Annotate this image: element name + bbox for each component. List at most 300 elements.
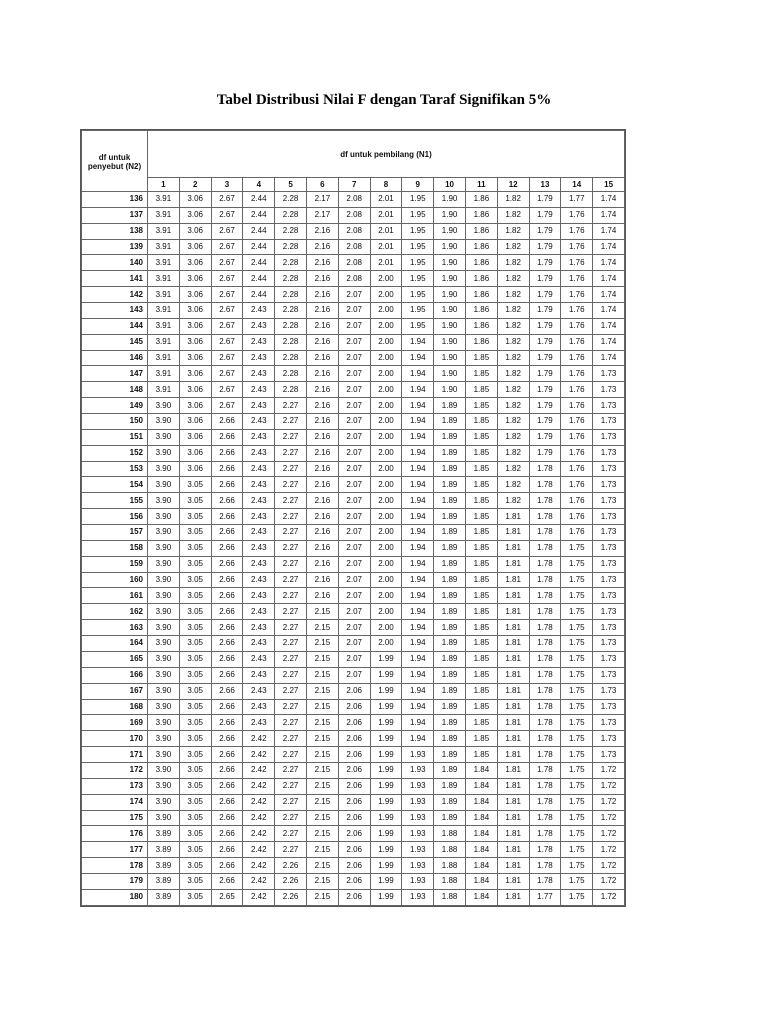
table-cell: 2.66 bbox=[211, 667, 243, 683]
table-cell: 1.94 bbox=[402, 414, 434, 430]
table-cell: 2.67 bbox=[211, 192, 243, 208]
table-cell: 2.00 bbox=[370, 366, 402, 382]
table-cell: 1.76 bbox=[561, 318, 593, 334]
table-cell: 1.86 bbox=[465, 303, 497, 319]
table-cell: 1.86 bbox=[465, 223, 497, 239]
table-cell: 2.15 bbox=[306, 794, 338, 810]
table-cell: 2.16 bbox=[306, 572, 338, 588]
table-cell: 1.94 bbox=[402, 350, 434, 366]
table-cell: 2.15 bbox=[306, 731, 338, 747]
table-cell: 2.00 bbox=[370, 588, 402, 604]
table-cell: 2.43 bbox=[243, 525, 275, 541]
table-cell: 1.89 bbox=[434, 429, 466, 445]
table-cell: 1.74 bbox=[593, 239, 625, 255]
table-row bbox=[82, 651, 625, 667]
table-cell: 2.66 bbox=[211, 747, 243, 763]
table-cell: 2.67 bbox=[211, 255, 243, 271]
table-cell: 2.06 bbox=[338, 889, 370, 905]
table-cell: 2.43 bbox=[243, 366, 275, 382]
table-cell: 2.27 bbox=[275, 604, 307, 620]
table-cell: 2.43 bbox=[243, 683, 275, 699]
table-cell: 1.78 bbox=[529, 826, 561, 842]
table-cell: 3.06 bbox=[179, 223, 211, 239]
table-cell: 2.00 bbox=[370, 303, 402, 319]
table-row bbox=[82, 366, 625, 382]
table-cell: 3.90 bbox=[148, 667, 180, 683]
table-cell: 2.27 bbox=[275, 636, 307, 652]
table-cell: 1.85 bbox=[465, 525, 497, 541]
table-cell: 2.43 bbox=[243, 334, 275, 350]
table-cell: 1.86 bbox=[465, 334, 497, 350]
table-cell: 3.90 bbox=[148, 509, 180, 525]
table-row bbox=[82, 762, 625, 778]
table-cell: 2.07 bbox=[338, 525, 370, 541]
table-cell: 2.01 bbox=[370, 223, 402, 239]
table-cell: 2.16 bbox=[306, 509, 338, 525]
table-cell: 1.81 bbox=[497, 778, 529, 794]
table-cell: 1.73 bbox=[593, 525, 625, 541]
table-cell: 2.06 bbox=[338, 699, 370, 715]
table-cell: 2.28 bbox=[275, 223, 307, 239]
table-cell: 2.07 bbox=[338, 572, 370, 588]
table-cell: 2.16 bbox=[306, 239, 338, 255]
table-cell: 1.82 bbox=[497, 318, 529, 334]
column-header: 15 bbox=[593, 178, 625, 192]
table-cell: 3.89 bbox=[148, 826, 180, 842]
table-cell: 1.88 bbox=[434, 873, 466, 889]
table-cell: 3.90 bbox=[148, 414, 180, 430]
table-cell: 1.90 bbox=[434, 382, 466, 398]
table-body bbox=[82, 192, 625, 906]
table-cell: 1.85 bbox=[465, 699, 497, 715]
table-cell: 1.79 bbox=[529, 287, 561, 303]
table-cell: 1.99 bbox=[370, 826, 402, 842]
table-cell: 2.44 bbox=[243, 192, 275, 208]
table-cell: 2.27 bbox=[275, 826, 307, 842]
row-df-label: 174 bbox=[82, 794, 148, 810]
table-cell: 1.78 bbox=[529, 636, 561, 652]
table-cell: 2.28 bbox=[275, 366, 307, 382]
row-df-label: 180 bbox=[82, 889, 148, 905]
table-cell: 2.00 bbox=[370, 540, 402, 556]
header-n1: df untuk pembilang (N1) bbox=[148, 131, 625, 178]
table-row bbox=[82, 207, 625, 223]
table-cell: 2.66 bbox=[211, 842, 243, 858]
column-header: 3 bbox=[211, 178, 243, 192]
table-row bbox=[82, 334, 625, 350]
table-cell: 2.27 bbox=[275, 572, 307, 588]
table-cell: 1.76 bbox=[561, 334, 593, 350]
table-cell: 3.05 bbox=[179, 699, 211, 715]
table-cell: 1.89 bbox=[434, 572, 466, 588]
table-cell: 1.84 bbox=[465, 810, 497, 826]
table-cell: 2.27 bbox=[275, 794, 307, 810]
table-cell: 1.75 bbox=[561, 620, 593, 636]
table-cell: 2.28 bbox=[275, 334, 307, 350]
table-cell: 1.99 bbox=[370, 762, 402, 778]
table-cell: 2.15 bbox=[306, 636, 338, 652]
row-df-label: 159 bbox=[82, 556, 148, 572]
table-cell: 1.99 bbox=[370, 794, 402, 810]
table-cell: 1.85 bbox=[465, 493, 497, 509]
table-cell: 1.74 bbox=[593, 255, 625, 271]
table-cell: 2.44 bbox=[243, 223, 275, 239]
table-row bbox=[82, 826, 625, 842]
table-cell: 1.82 bbox=[497, 271, 529, 287]
column-header: 2 bbox=[179, 178, 211, 192]
table-cell: 1.73 bbox=[593, 683, 625, 699]
table-cell: 2.44 bbox=[243, 255, 275, 271]
table-cell: 1.85 bbox=[465, 398, 497, 414]
table-cell: 1.75 bbox=[561, 762, 593, 778]
table-cell: 3.05 bbox=[179, 636, 211, 652]
table-cell: 2.44 bbox=[243, 207, 275, 223]
table-cell: 1.86 bbox=[465, 255, 497, 271]
table-cell: 1.90 bbox=[434, 239, 466, 255]
table-cell: 2.66 bbox=[211, 525, 243, 541]
table-cell: 1.89 bbox=[434, 461, 466, 477]
table-cell: 1.81 bbox=[497, 715, 529, 731]
table-cell: 2.27 bbox=[275, 683, 307, 699]
table-cell: 1.84 bbox=[465, 842, 497, 858]
table-cell: 2.15 bbox=[306, 667, 338, 683]
table-cell: 2.26 bbox=[275, 889, 307, 905]
table-cell: 2.06 bbox=[338, 858, 370, 874]
table-row bbox=[82, 192, 625, 208]
table-cell: 2.43 bbox=[243, 699, 275, 715]
column-header: 9 bbox=[402, 178, 434, 192]
table-cell: 1.81 bbox=[497, 889, 529, 905]
table-cell: 1.75 bbox=[561, 604, 593, 620]
table-row bbox=[82, 810, 625, 826]
table-cell: 1.78 bbox=[529, 477, 561, 493]
table-cell: 1.89 bbox=[434, 414, 466, 430]
table-cell: 1.72 bbox=[593, 889, 625, 905]
table-cell: 1.89 bbox=[434, 556, 466, 572]
table-cell: 1.82 bbox=[497, 445, 529, 461]
table-cell: 2.15 bbox=[306, 810, 338, 826]
table-cell: 2.15 bbox=[306, 604, 338, 620]
table-cell: 2.07 bbox=[338, 477, 370, 493]
table-cell: 2.27 bbox=[275, 778, 307, 794]
table-cell: 1.74 bbox=[593, 318, 625, 334]
table-cell: 3.06 bbox=[179, 255, 211, 271]
table-cell: 1.82 bbox=[497, 303, 529, 319]
table-cell: 1.94 bbox=[402, 540, 434, 556]
table-row bbox=[82, 715, 625, 731]
table-cell: 3.90 bbox=[148, 715, 180, 731]
table-cell: 1.89 bbox=[434, 778, 466, 794]
table-cell: 1.82 bbox=[497, 414, 529, 430]
table-row bbox=[82, 556, 625, 572]
table-cell: 1.75 bbox=[561, 794, 593, 810]
table-cell: 3.91 bbox=[148, 382, 180, 398]
table-cell: 2.00 bbox=[370, 556, 402, 572]
table-cell: 1.84 bbox=[465, 762, 497, 778]
table-cell: 2.07 bbox=[338, 287, 370, 303]
row-df-label: 166 bbox=[82, 667, 148, 683]
table-cell: 1.78 bbox=[529, 572, 561, 588]
table-cell: 2.00 bbox=[370, 461, 402, 477]
row-df-label: 173 bbox=[82, 778, 148, 794]
table-cell: 2.66 bbox=[211, 509, 243, 525]
table-cell: 1.78 bbox=[529, 493, 561, 509]
table-cell: 1.75 bbox=[561, 715, 593, 731]
table-cell: 1.73 bbox=[593, 429, 625, 445]
table-cell: 2.16 bbox=[306, 540, 338, 556]
table-cell: 2.07 bbox=[338, 445, 370, 461]
table-cell: 1.82 bbox=[497, 223, 529, 239]
table-cell: 2.27 bbox=[275, 477, 307, 493]
table-cell: 1.85 bbox=[465, 366, 497, 382]
row-df-label: 142 bbox=[82, 287, 148, 303]
row-df-label: 163 bbox=[82, 620, 148, 636]
table-cell: 2.15 bbox=[306, 620, 338, 636]
row-df-label: 165 bbox=[82, 651, 148, 667]
corner-header-n2: df untuk penyebut (N2) bbox=[82, 131, 148, 192]
table-cell: 2.16 bbox=[306, 429, 338, 445]
table-cell: 2.67 bbox=[211, 239, 243, 255]
table-cell: 2.66 bbox=[211, 461, 243, 477]
table-cell: 2.66 bbox=[211, 540, 243, 556]
table-cell: 2.07 bbox=[338, 429, 370, 445]
table-cell: 1.84 bbox=[465, 826, 497, 842]
row-df-label: 143 bbox=[82, 303, 148, 319]
table-cell: 1.95 bbox=[402, 287, 434, 303]
row-df-label: 157 bbox=[82, 525, 148, 541]
table-cell: 1.78 bbox=[529, 747, 561, 763]
table-cell: 1.86 bbox=[465, 318, 497, 334]
table-cell: 3.05 bbox=[179, 842, 211, 858]
table-row bbox=[82, 588, 625, 604]
table-cell: 2.67 bbox=[211, 382, 243, 398]
table-cell: 1.73 bbox=[593, 731, 625, 747]
table-cell: 3.90 bbox=[148, 540, 180, 556]
row-df-label: 164 bbox=[82, 636, 148, 652]
row-df-label: 176 bbox=[82, 826, 148, 842]
table-cell: 1.90 bbox=[434, 334, 466, 350]
table-cell: 2.07 bbox=[338, 651, 370, 667]
column-header-row bbox=[82, 178, 625, 192]
column-header: 14 bbox=[561, 178, 593, 192]
table-cell: 2.43 bbox=[243, 572, 275, 588]
table-cell: 2.66 bbox=[211, 636, 243, 652]
table-cell: 2.08 bbox=[338, 192, 370, 208]
table-cell: 1.94 bbox=[402, 620, 434, 636]
row-df-label: 138 bbox=[82, 223, 148, 239]
column-header: 6 bbox=[306, 178, 338, 192]
table-cell: 2.66 bbox=[211, 651, 243, 667]
table-cell: 1.74 bbox=[593, 303, 625, 319]
table-cell: 1.94 bbox=[402, 715, 434, 731]
table-cell: 1.94 bbox=[402, 667, 434, 683]
table-cell: 1.85 bbox=[465, 636, 497, 652]
table-cell: 2.00 bbox=[370, 620, 402, 636]
table-cell: 2.16 bbox=[306, 303, 338, 319]
table-cell: 3.05 bbox=[179, 525, 211, 541]
table-cell: 1.72 bbox=[593, 842, 625, 858]
table-cell: 1.78 bbox=[529, 556, 561, 572]
table-cell: 1.81 bbox=[497, 747, 529, 763]
table-cell: 3.91 bbox=[148, 366, 180, 382]
table-cell: 2.67 bbox=[211, 271, 243, 287]
table-cell: 2.16 bbox=[306, 350, 338, 366]
table-cell: 2.66 bbox=[211, 683, 243, 699]
table-cell: 3.06 bbox=[179, 445, 211, 461]
table-cell: 1.75 bbox=[561, 731, 593, 747]
table-cell: 2.16 bbox=[306, 556, 338, 572]
table-cell: 1.77 bbox=[561, 192, 593, 208]
table-cell: 3.89 bbox=[148, 873, 180, 889]
table-cell: 3.91 bbox=[148, 207, 180, 223]
table-cell: 1.73 bbox=[593, 699, 625, 715]
table-cell: 1.75 bbox=[561, 540, 593, 556]
table-cell: 1.81 bbox=[497, 858, 529, 874]
table-cell: 3.06 bbox=[179, 334, 211, 350]
table-cell: 1.76 bbox=[561, 461, 593, 477]
table-cell: 3.06 bbox=[179, 414, 211, 430]
table-cell: 3.91 bbox=[148, 271, 180, 287]
table-cell: 1.76 bbox=[561, 477, 593, 493]
table-cell: 2.43 bbox=[243, 398, 275, 414]
table-cell: 1.81 bbox=[497, 651, 529, 667]
table-cell: 1.81 bbox=[497, 842, 529, 858]
table-cell: 2.66 bbox=[211, 826, 243, 842]
table-cell: 3.06 bbox=[179, 303, 211, 319]
table-cell: 2.66 bbox=[211, 429, 243, 445]
table-cell: 1.99 bbox=[370, 873, 402, 889]
table-row bbox=[82, 525, 625, 541]
table-row bbox=[82, 414, 625, 430]
table-cell: 2.66 bbox=[211, 556, 243, 572]
table-cell: 2.66 bbox=[211, 873, 243, 889]
table-cell: 1.73 bbox=[593, 620, 625, 636]
table-cell: 3.90 bbox=[148, 778, 180, 794]
table-cell: 1.90 bbox=[434, 366, 466, 382]
table-row bbox=[82, 509, 625, 525]
table-cell: 1.93 bbox=[402, 873, 434, 889]
table-cell: 2.27 bbox=[275, 461, 307, 477]
table-cell: 3.06 bbox=[179, 318, 211, 334]
table-cell: 1.76 bbox=[561, 525, 593, 541]
table-cell: 1.76 bbox=[561, 382, 593, 398]
table-cell: 2.06 bbox=[338, 731, 370, 747]
table-cell: 1.73 bbox=[593, 747, 625, 763]
table-cell: 3.06 bbox=[179, 192, 211, 208]
table-cell: 2.16 bbox=[306, 287, 338, 303]
table-cell: 1.95 bbox=[402, 318, 434, 334]
table-cell: 2.43 bbox=[243, 461, 275, 477]
table-cell: 1.78 bbox=[529, 873, 561, 889]
table-row bbox=[82, 303, 625, 319]
table-cell: 3.90 bbox=[148, 699, 180, 715]
table-cell: 3.90 bbox=[148, 525, 180, 541]
row-df-label: 151 bbox=[82, 429, 148, 445]
table-cell: 3.90 bbox=[148, 683, 180, 699]
table-cell: 1.82 bbox=[497, 239, 529, 255]
table-cell: 2.00 bbox=[370, 350, 402, 366]
table-cell: 3.89 bbox=[148, 889, 180, 905]
table-cell: 1.99 bbox=[370, 699, 402, 715]
table-cell: 3.91 bbox=[148, 287, 180, 303]
table-cell: 3.90 bbox=[148, 429, 180, 445]
table-cell: 1.81 bbox=[497, 667, 529, 683]
table-cell: 1.85 bbox=[465, 715, 497, 731]
table-cell: 2.16 bbox=[306, 334, 338, 350]
table-cell: 2.00 bbox=[370, 318, 402, 334]
table-cell: 2.43 bbox=[243, 382, 275, 398]
table-cell: 2.07 bbox=[338, 636, 370, 652]
table-cell: 3.90 bbox=[148, 398, 180, 414]
table-cell: 1.75 bbox=[561, 873, 593, 889]
table-cell: 1.88 bbox=[434, 826, 466, 842]
table-cell: 2.43 bbox=[243, 540, 275, 556]
table-cell: 2.01 bbox=[370, 192, 402, 208]
table-cell: 1.89 bbox=[434, 477, 466, 493]
table-cell: 1.73 bbox=[593, 366, 625, 382]
row-df-label: 172 bbox=[82, 762, 148, 778]
column-header: 11 bbox=[465, 178, 497, 192]
table-cell: 1.76 bbox=[561, 414, 593, 430]
table-cell: 2.00 bbox=[370, 382, 402, 398]
table-cell: 1.78 bbox=[529, 509, 561, 525]
table-cell: 2.67 bbox=[211, 334, 243, 350]
table-cell: 1.89 bbox=[434, 636, 466, 652]
table-cell: 1.81 bbox=[497, 509, 529, 525]
table-cell: 1.76 bbox=[561, 239, 593, 255]
table-cell: 1.95 bbox=[402, 303, 434, 319]
table-cell: 3.91 bbox=[148, 239, 180, 255]
table-cell: 1.90 bbox=[434, 318, 466, 334]
table-cell: 2.17 bbox=[306, 192, 338, 208]
table-cell: 1.88 bbox=[434, 842, 466, 858]
table-cell: 1.93 bbox=[402, 762, 434, 778]
table-cell: 1.82 bbox=[497, 429, 529, 445]
table-cell: 2.16 bbox=[306, 223, 338, 239]
table-cell: 1.72 bbox=[593, 826, 625, 842]
row-df-label: 139 bbox=[82, 239, 148, 255]
table-cell: 2.66 bbox=[211, 445, 243, 461]
column-header: 5 bbox=[275, 178, 307, 192]
row-df-label: 168 bbox=[82, 699, 148, 715]
table-cell: 1.90 bbox=[434, 207, 466, 223]
table-cell: 2.08 bbox=[338, 239, 370, 255]
table-cell: 3.05 bbox=[179, 493, 211, 509]
table-cell: 2.42 bbox=[243, 747, 275, 763]
table-cell: 1.78 bbox=[529, 461, 561, 477]
table-cell: 2.43 bbox=[243, 429, 275, 445]
table-cell: 1.79 bbox=[529, 414, 561, 430]
table-cell: 1.95 bbox=[402, 223, 434, 239]
table-cell: 2.06 bbox=[338, 810, 370, 826]
table-cell: 1.84 bbox=[465, 858, 497, 874]
table-cell: 1.73 bbox=[593, 715, 625, 731]
table-cell: 1.78 bbox=[529, 604, 561, 620]
table-cell: 1.90 bbox=[434, 287, 466, 303]
table-cell: 1.82 bbox=[497, 398, 529, 414]
table-cell: 2.43 bbox=[243, 350, 275, 366]
table-cell: 2.16 bbox=[306, 382, 338, 398]
table-cell: 1.78 bbox=[529, 620, 561, 636]
table-cell: 2.43 bbox=[243, 509, 275, 525]
table-cell: 3.06 bbox=[179, 398, 211, 414]
table-cell: 1.79 bbox=[529, 303, 561, 319]
table-cell: 1.89 bbox=[434, 810, 466, 826]
table-cell: 1.99 bbox=[370, 810, 402, 826]
table-cell: 1.73 bbox=[593, 636, 625, 652]
table-cell: 2.06 bbox=[338, 794, 370, 810]
table-cell: 2.42 bbox=[243, 873, 275, 889]
